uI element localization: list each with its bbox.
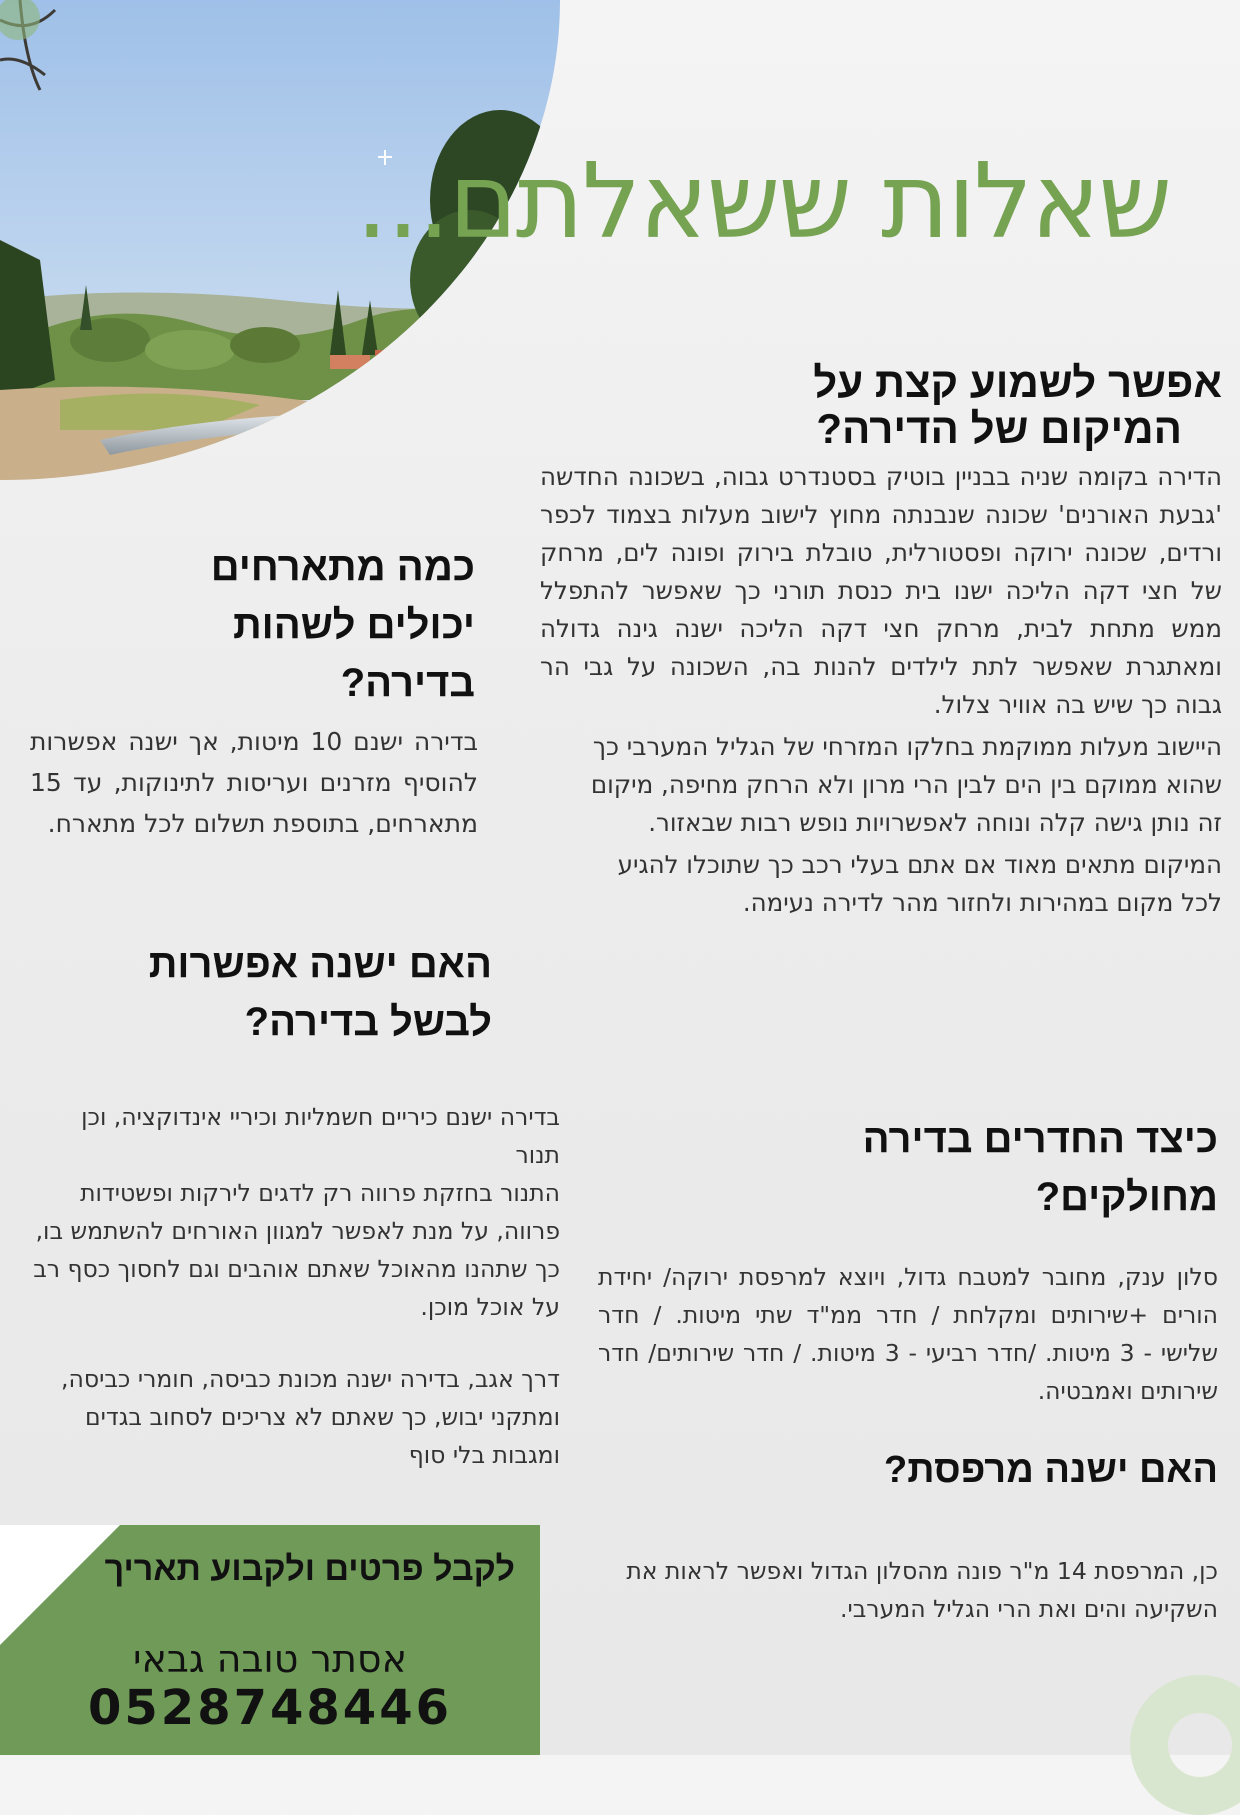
location-text	[540, 458, 1222, 922]
guests-text-block	[30, 721, 478, 844]
balcony-section	[598, 1445, 1218, 1495]
cooking-text-block	[30, 1098, 560, 1474]
cooking-heading	[32, 935, 492, 1051]
cooking-para2: התנור בחזקת פרווה רק לדגים לירקות ופשטידות פרווה, על מנת לאפשר למגוון האורחים להשתמש בו, כך שתהנו מהאוכל שאתם אוהבים וגם לחסוך כסף רב על אוכל מוכן.	[33, 1179, 560, 1321]
rooms-text-block	[598, 1258, 1218, 1410]
location-para3: המיקום מתאים מאוד אם אתם בעלי רכב כך שתוכלו להגיע לכל מקום במהירות ולחזור מהר לדירה נעימה.	[617, 850, 1222, 917]
rooms-text: סלון ענק, מחובר למטבח גדול, ויוצא למרפסת ירוקה/ יחידת הורים +שירותים ומקלחת / חדר ממ"ד שתי מיטות. / חדר שלישי - 3 מיטות. /חדר רביעי - 3 מיטות. / חדר שירותים/ חדר שירותים ואמבטיה.	[598, 1263, 1219, 1405]
location-heading-line1: אפשר לשמוע קצת על	[813, 359, 1222, 406]
cooking-para3: דרך אגב, בדירה ישנה מכונת כביסה, חומרי כביסה, ומתקני יבוש, כך שאתם לא צריכים לסחוב בגדים ומגבות בלי סוף	[61, 1365, 560, 1469]
location-heading-line2: המיקום של הדירה?	[816, 405, 1182, 452]
guests-section	[35, 538, 475, 712]
page-title: שאלות ששאלתם...	[355, 140, 1170, 262]
rooms-heading	[698, 1110, 1218, 1226]
location-section	[542, 360, 1222, 452]
guests-heading	[35, 538, 475, 712]
rooms-section	[698, 1110, 1218, 1226]
location-para2: היישוב מעלות ממוקמת בחלקו המזרחי של הגליל המערבי כך שהוא ממוקם בין הים לבין הרי מרון ולא הרחק מחיפה, מיקום זה נותן גישה קלה ונוחה לאפשרויות נופש רבות שבאזור.	[590, 732, 1222, 837]
guests-heading-line3: בדירה?	[340, 661, 475, 705]
guests-heading-line1: כמה מתארחים	[210, 545, 475, 589]
cta-title: לקבל פרטים ולקבוע תאריך	[104, 1550, 515, 1588]
contact-name: אסתר טובה גבאי	[133, 1637, 407, 1681]
contact-cta	[0, 1525, 540, 1755]
cooking-heading-line2: לבשל בדירה?	[244, 1000, 492, 1044]
location-para1: הדירה בקומה שניה בבניין בוטיק בסטנדרט גבוה, בשכונה החדשה 'גבעת האורנים' שכונה שנבנתה מחוץ לישוב מעלות בצמוד לכפר ורדים, שכונה ירוקה ופסטורלית, טובלת בירוק ופונה לים, מרחק של חצי דקה הליכה ישנו בית כנסת תורני כך שאפשר להתפלל ממש מתחת לבית, מרחק חצי דקה הליכה ישנה גינה גדולה ומאתגרת שאפשר לתת לילדים להנות בה, השכונה על גבי הר גבוה כך שיש בה אוויר צלול.	[540, 462, 1222, 719]
balcony-text-block	[578, 1552, 1218, 1628]
cta-corner-triangle	[0, 1525, 120, 1645]
cooking-heading-line1: האם ישנה אפשרות	[148, 942, 492, 986]
decorative-ring	[1130, 1675, 1240, 1815]
rooms-heading-line2: מחולקים?	[1035, 1175, 1218, 1219]
contact-phone[interactable]: 0528748446	[88, 1680, 452, 1736]
location-heading	[542, 360, 1222, 452]
cooking-section	[32, 935, 492, 1051]
balcony-heading: האם ישנה מרפסת?	[884, 1449, 1218, 1491]
guests-heading-line2: יכולים לשהות	[232, 603, 475, 647]
rooms-heading-line1: כיצד החדרים בדירה	[862, 1117, 1218, 1161]
guests-text: בדירה ישנם 10 מיטות, אך ישנה אפשרות להוסיף מזרנים ועריסות לתינוקות, עד 15 מתארחים, בתוספת תשלום לכל מתארח.	[30, 727, 478, 838]
balcony-text: כן, המרפסת 14 מ"ר פונה מהסלון הגדול ואפשר לראות את השקיעה והים ואת הרי הגליל המערבי.	[626, 1557, 1218, 1623]
cooking-para1: בדירה ישנם כיריים חשמליות וכיריי אינדוקציה, וכן תנור	[81, 1103, 560, 1169]
